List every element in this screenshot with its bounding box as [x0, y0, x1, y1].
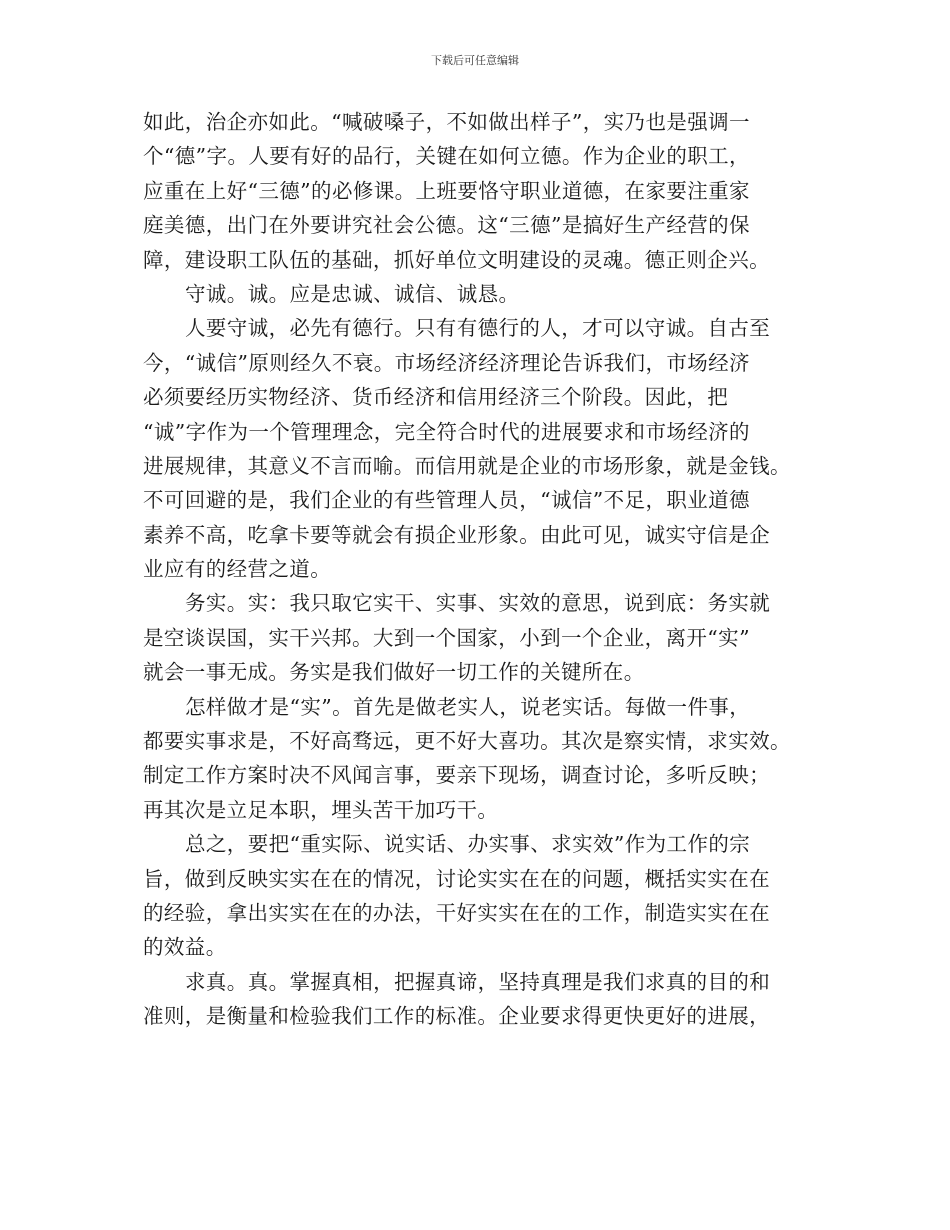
text-line: 守诚。诚。应是忠诚、诚信、诚恳。	[185, 281, 520, 306]
text-line: 如此，治企亦如此。“喊破嗓子，不如做出样子”，实乃也是强调一	[143, 110, 750, 134]
text-line: 业应有的经营之道。	[143, 557, 332, 582]
text-line: 障，建设职工队伍的基础，抓好单位文明建设的灵魂。德正则企兴。	[143, 247, 770, 272]
text-line: 准则，是衡量和检验我们工作的标准。企业要求得更快更好的进展，	[143, 1004, 770, 1029]
text-line: 求真。真。掌握真相，把握真谛，坚持真理是我们求真的目的和	[185, 969, 771, 994]
text-line: 的效益。	[143, 935, 227, 960]
text-line: 制定工作方案时决不风闻言事，要亲下现场，调查讨论，多听反映；	[143, 763, 770, 788]
text-line: 人要守诚，必先有德行。只有有德行的人，才可以守诚。自古至	[185, 316, 771, 341]
text-line: 是空谈误国，实干兴邦。大到一个国家，小到一个企业，离开“实”	[143, 625, 750, 650]
text-line: 务实。实：我只取它实干、实事、实效的意思，说到底：务实就	[185, 591, 771, 616]
text-line: 素养不高，吃拿卡要等就会有损企业形象。由此可见，诚实守信是企	[143, 522, 770, 547]
text-line: 个“德”字。人要有好的品行，关键在如何立德。作为企业的职工，	[143, 144, 750, 169]
text-line: 应重在上好“三德”的必修课。上班要恪守职业道德，在家要注重家	[143, 178, 750, 203]
text-line: 就会一事无成。务实是我们做好一切工作的关键所在。	[143, 660, 645, 685]
document-body	[143, 105, 815, 1034]
text-line: 必须要经历实物经济、货币经济和信用经济三个阶段。因此，把	[143, 385, 729, 410]
text-line: 今，“诚信”原则经久不衰。市场经济经济理论告诉我们，市场经济	[143, 350, 750, 375]
text-line: 再其次是立足本职，埋头苦干加巧干。	[143, 797, 499, 822]
text-line: 庭美德，出门在外要讲究社会公德。这“三德”是搞好生产经营的保	[143, 213, 750, 238]
text-line: 不可回避的是，我们企业的有些管理人员，“诚信”不足，职业道德	[143, 488, 750, 513]
text-line: 都要实事求是，不好高骛远，更不好大喜功。其次是察实情，求实效。	[143, 729, 791, 754]
text-line: 的经验，拿出实实在在的办法，干好实实在在的工作，制造实实在在	[143, 900, 770, 925]
text-line: 进展规律，其意义不言而喻。而信用就是企业的市场形象，就是金钱。	[143, 453, 791, 478]
text-line: 总之，要把“重实际、说实话、办实事、求实效”作为工作的宗	[185, 832, 751, 857]
page-header: 下载后可任意编辑	[431, 54, 519, 67]
text-line: “诚”字作为一个管理理念，完全符合时代的进展要求和市场经济的	[143, 419, 750, 444]
text-line: 旨，做到反映实实在在的情况，讨论实实在在的问题，概括实实在在	[143, 866, 770, 891]
text-line: 怎样做才是“实”。首先是做老实人，说老实话。每做一件事，	[185, 694, 751, 719]
